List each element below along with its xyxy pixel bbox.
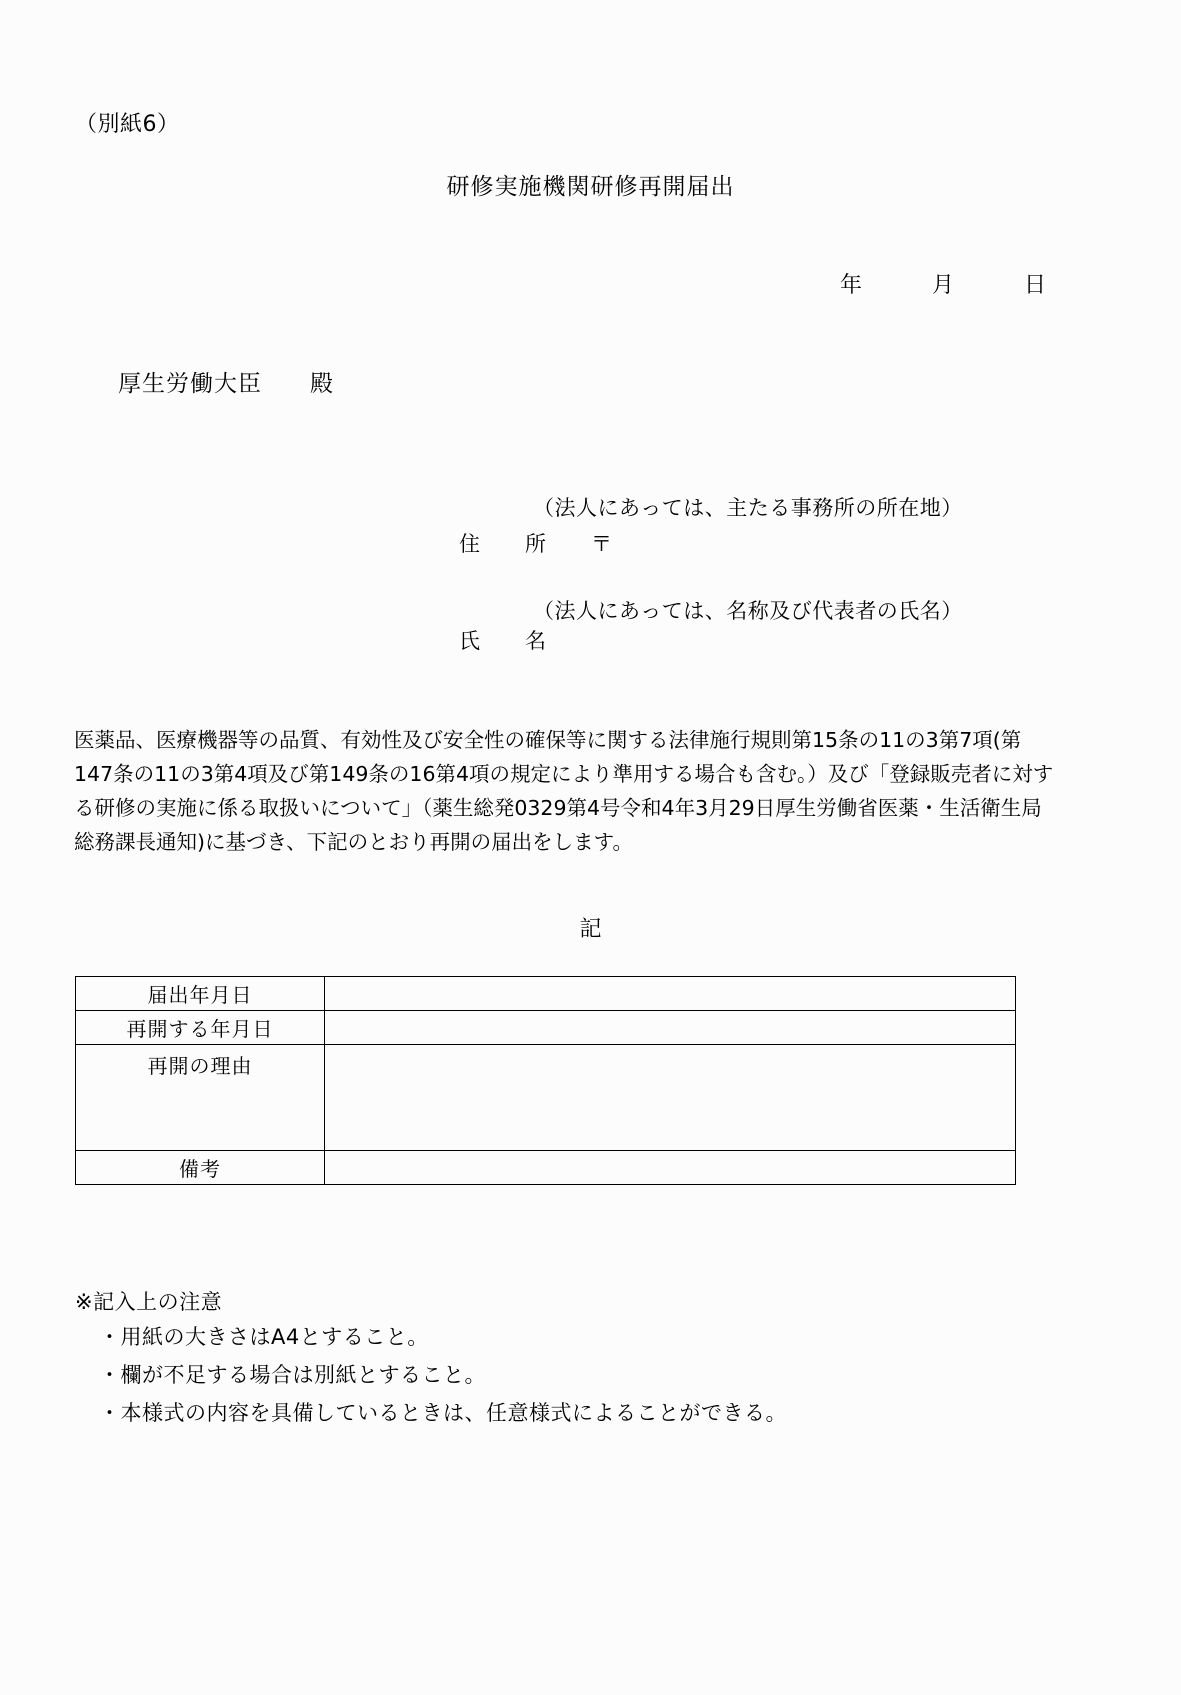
table-row bbox=[76, 1045, 1016, 1151]
addressee-line: 厚生労働大臣 殿 bbox=[118, 371, 334, 397]
submitter-name-note: （法人にあっては、名称及び代表者の氏名） bbox=[533, 599, 963, 623]
table-row-label: 再開の理由 bbox=[76, 1045, 325, 1151]
body-line: 医薬品、医療機器等の品質、有効性及び安全性の確保等に関する法律施行規則第15条の11の3第7項(第 bbox=[74, 728, 1022, 752]
page-title: 研修実施機関研修再開届出 bbox=[446, 174, 735, 200]
table-row-label: 届出年月日 bbox=[76, 977, 325, 1011]
list-item: ・本様式の内容を具備しているときは、任意様式によることができる。 bbox=[99, 1401, 787, 1425]
table-row-label: 再開する年月日 bbox=[76, 1011, 325, 1045]
ki-marker: 記 bbox=[579, 917, 602, 942]
table-row bbox=[76, 1151, 1016, 1185]
body-line: 147条の11の3第4項及び第149条の16第4項の規定により準用する場合も含む。）及び「登録販売者に対す bbox=[74, 762, 1054, 786]
table-row-value[interactable] bbox=[325, 1011, 1016, 1045]
table-row-value[interactable] bbox=[325, 977, 1016, 1011]
submitter-address-note: （法人にあっては、主たる事務所の所在地） bbox=[533, 496, 963, 520]
notes-list bbox=[99, 1318, 787, 1432]
body-line: 総務課長通知)に基づき、下記のとおり再開の届出をします。 bbox=[74, 830, 634, 854]
table-row-value[interactable] bbox=[325, 1045, 1016, 1151]
table-row bbox=[76, 977, 1016, 1011]
table-row-label: 備考 bbox=[76, 1151, 325, 1185]
submitter-address-label: 住 所 〒 bbox=[459, 532, 613, 556]
entry-table bbox=[75, 976, 1016, 1185]
table-row-value[interactable] bbox=[325, 1151, 1016, 1185]
submitter-name-label: 氏 名 bbox=[459, 629, 547, 653]
list-item: ・用紙の大きさはA4とすること。 bbox=[99, 1325, 429, 1349]
body-line: る研修の実施に係る取扱いについて」（薬生総発0329第4号令和4年3月29日厚生労働省医薬・生活衛生局 bbox=[74, 796, 1042, 820]
date-line: 年 月 日 bbox=[840, 273, 1048, 298]
document-reference-label: （別紙6） bbox=[75, 112, 180, 137]
list-item: ・欄が不足する場合は別紙とすること。 bbox=[99, 1363, 486, 1387]
notes-title: ※記入上の注意 bbox=[75, 1290, 223, 1314]
table-row bbox=[76, 1011, 1016, 1045]
legal-body-paragraph bbox=[74, 723, 1054, 859]
